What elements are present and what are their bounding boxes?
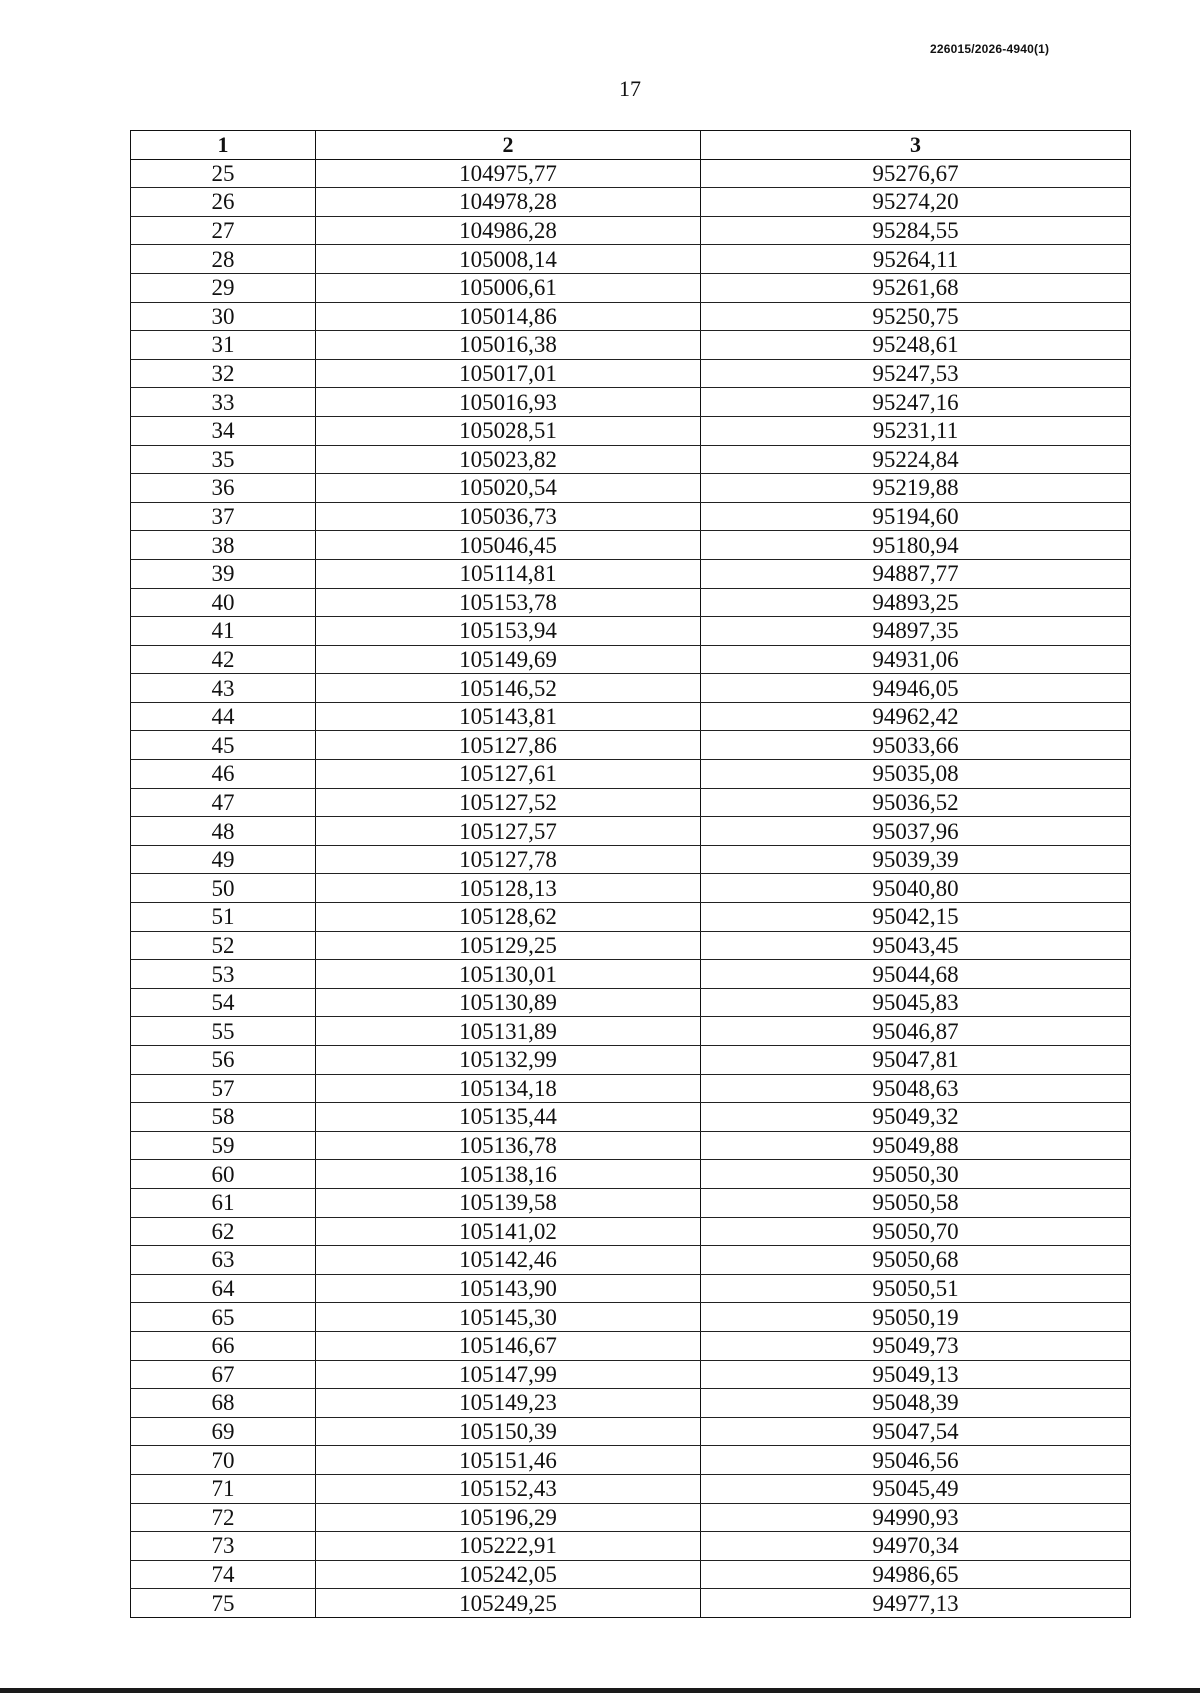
table-row <box>131 302 1131 331</box>
point-number-cell: 66 <box>131 1331 316 1360</box>
coordinate-y-cell: 94962,42 <box>701 702 1131 731</box>
point-number-cell: 69 <box>131 1417 316 1446</box>
coordinate-y-cell: 95231,11 <box>701 416 1131 445</box>
table-row <box>131 188 1131 217</box>
table-row <box>131 845 1131 874</box>
coordinate-y-cell: 95049,13 <box>701 1360 1131 1389</box>
point-number-cell: 43 <box>131 674 316 703</box>
coordinate-x-cell: 105149,23 <box>316 1389 701 1418</box>
coordinate-x-cell: 105017,01 <box>316 359 701 388</box>
coordinate-y-cell: 95035,08 <box>701 760 1131 789</box>
table-row <box>131 674 1131 703</box>
coordinate-y-cell: 95050,68 <box>701 1246 1131 1275</box>
table-row <box>131 1474 1131 1503</box>
table-row <box>131 1417 1131 1446</box>
table-row <box>131 1360 1131 1389</box>
coordinate-y-cell: 94897,35 <box>701 617 1131 646</box>
coordinate-x-cell: 105138,16 <box>316 1160 701 1189</box>
column-header-3: 3 <box>701 131 1131 160</box>
coordinate-x-cell: 105023,82 <box>316 445 701 474</box>
table-row <box>131 817 1131 846</box>
coordinate-y-cell: 95049,73 <box>701 1331 1131 1360</box>
coordinate-x-cell: 105127,61 <box>316 760 701 789</box>
coordinate-y-cell: 95261,68 <box>701 273 1131 302</box>
point-number-cell: 53 <box>131 960 316 989</box>
coordinate-x-cell: 105143,81 <box>316 702 701 731</box>
coordinate-x-cell: 105142,46 <box>316 1246 701 1275</box>
point-number-cell: 56 <box>131 1046 316 1075</box>
coordinate-x-cell: 105028,51 <box>316 416 701 445</box>
table-header-row <box>131 131 1131 160</box>
coordinate-x-cell: 105008,14 <box>316 245 701 274</box>
table-row <box>131 960 1131 989</box>
coordinate-x-cell: 105134,18 <box>316 1074 701 1103</box>
point-number-cell: 58 <box>131 1103 316 1132</box>
point-number-cell: 57 <box>131 1074 316 1103</box>
coordinate-x-cell: 105131,89 <box>316 1017 701 1046</box>
table-row <box>131 388 1131 417</box>
point-number-cell: 52 <box>131 931 316 960</box>
coordinate-y-cell: 94893,25 <box>701 588 1131 617</box>
point-number-cell: 64 <box>131 1274 316 1303</box>
point-number-cell: 67 <box>131 1360 316 1389</box>
point-number-cell: 50 <box>131 874 316 903</box>
coordinate-y-cell: 94986,65 <box>701 1560 1131 1589</box>
point-number-cell: 25 <box>131 159 316 188</box>
coordinate-y-cell: 95194,60 <box>701 502 1131 531</box>
table-row <box>131 445 1131 474</box>
table-row <box>131 874 1131 903</box>
coordinate-x-cell: 105152,43 <box>316 1474 701 1503</box>
coordinate-x-cell: 105145,30 <box>316 1303 701 1332</box>
coordinate-y-cell: 95248,61 <box>701 331 1131 360</box>
coordinate-y-cell: 95050,70 <box>701 1217 1131 1246</box>
table-row <box>131 273 1131 302</box>
coordinate-y-cell: 95046,56 <box>701 1446 1131 1475</box>
table-row <box>131 1074 1131 1103</box>
table-row <box>131 474 1131 503</box>
table-row <box>131 1103 1131 1132</box>
table-row <box>131 1131 1131 1160</box>
point-number-cell: 41 <box>131 617 316 646</box>
table-row <box>131 588 1131 617</box>
point-number-cell: 72 <box>131 1503 316 1532</box>
coordinate-y-cell: 95274,20 <box>701 188 1131 217</box>
coordinate-y-cell: 95050,58 <box>701 1188 1131 1217</box>
table-row <box>131 359 1131 388</box>
coordinate-y-cell: 95247,53 <box>701 359 1131 388</box>
coordinate-x-cell: 105222,91 <box>316 1532 701 1561</box>
table-row <box>131 1560 1131 1589</box>
point-number-cell: 65 <box>131 1303 316 1332</box>
bottom-scan-edge <box>0 1688 1200 1693</box>
point-number-cell: 55 <box>131 1017 316 1046</box>
document-reference-number: 226015/2026-4940(1) <box>930 42 1050 56</box>
coordinate-y-cell: 95264,11 <box>701 245 1131 274</box>
coordinate-y-cell: 94946,05 <box>701 674 1131 703</box>
coordinate-x-cell: 105016,38 <box>316 331 701 360</box>
coordinate-x-cell: 105153,78 <box>316 588 701 617</box>
coordinate-x-cell: 105141,02 <box>316 1217 701 1246</box>
point-number-cell: 75 <box>131 1589 316 1618</box>
coordinate-y-cell: 95046,87 <box>701 1017 1131 1046</box>
coordinate-x-cell: 105143,90 <box>316 1274 701 1303</box>
point-number-cell: 31 <box>131 331 316 360</box>
point-number-cell: 39 <box>131 559 316 588</box>
coordinate-x-cell: 105016,93 <box>316 388 701 417</box>
point-number-cell: 68 <box>131 1389 316 1418</box>
table-row <box>131 416 1131 445</box>
point-number-cell: 62 <box>131 1217 316 1246</box>
point-number-cell: 70 <box>131 1446 316 1475</box>
point-number-cell: 26 <box>131 188 316 217</box>
table-row <box>131 760 1131 789</box>
point-number-cell: 38 <box>131 531 316 560</box>
coordinate-y-cell: 95045,49 <box>701 1474 1131 1503</box>
table-row <box>131 788 1131 817</box>
table-row <box>131 1303 1131 1332</box>
point-number-cell: 44 <box>131 702 316 731</box>
coordinate-y-cell: 95180,94 <box>701 531 1131 560</box>
coordinate-y-cell: 95039,39 <box>701 845 1131 874</box>
coordinate-y-cell: 95047,81 <box>701 1046 1131 1075</box>
table-row <box>131 1017 1131 1046</box>
table-row <box>131 159 1131 188</box>
coordinate-y-cell: 95284,55 <box>701 216 1131 245</box>
coordinate-x-cell: 105150,39 <box>316 1417 701 1446</box>
coordinate-x-cell: 105046,45 <box>316 531 701 560</box>
point-number-cell: 45 <box>131 731 316 760</box>
point-number-cell: 27 <box>131 216 316 245</box>
coordinate-y-cell: 95049,88 <box>701 1131 1131 1160</box>
coordinate-y-cell: 94887,77 <box>701 559 1131 588</box>
coordinate-y-cell: 94990,93 <box>701 1503 1131 1532</box>
coordinate-x-cell: 105147,99 <box>316 1360 701 1389</box>
table-row <box>131 731 1131 760</box>
point-number-cell: 35 <box>131 445 316 474</box>
coordinate-x-cell: 105036,73 <box>316 502 701 531</box>
coordinate-x-cell: 104975,77 <box>316 159 701 188</box>
table-row <box>131 245 1131 274</box>
table-row <box>131 216 1131 245</box>
table-row <box>131 559 1131 588</box>
table-row <box>131 702 1131 731</box>
point-number-cell: 30 <box>131 302 316 331</box>
table-row <box>131 617 1131 646</box>
point-number-cell: 42 <box>131 645 316 674</box>
coordinate-x-cell: 105135,44 <box>316 1103 701 1132</box>
coordinate-y-cell: 95040,80 <box>701 874 1131 903</box>
coordinate-y-cell: 95050,19 <box>701 1303 1131 1332</box>
point-number-cell: 47 <box>131 788 316 817</box>
coordinate-x-cell: 105127,78 <box>316 845 701 874</box>
coordinate-y-cell: 95247,16 <box>701 388 1131 417</box>
coordinates-table <box>130 130 1131 1618</box>
coordinate-y-cell: 95044,68 <box>701 960 1131 989</box>
point-number-cell: 61 <box>131 1188 316 1217</box>
coordinate-y-cell: 95219,88 <box>701 474 1131 503</box>
table-row <box>131 1188 1131 1217</box>
coordinate-x-cell: 105132,99 <box>316 1046 701 1075</box>
table-row <box>131 1160 1131 1189</box>
coordinate-x-cell: 105127,57 <box>316 817 701 846</box>
point-number-cell: 32 <box>131 359 316 388</box>
coordinate-x-cell: 105020,54 <box>316 474 701 503</box>
table-row <box>131 1503 1131 1532</box>
coordinate-x-cell: 105114,81 <box>316 559 701 588</box>
coordinate-x-cell: 105151,46 <box>316 1446 701 1475</box>
coordinate-y-cell: 95037,96 <box>701 817 1131 846</box>
table-row <box>131 903 1131 932</box>
coordinate-x-cell: 105129,25 <box>316 931 701 960</box>
table-row <box>131 1331 1131 1360</box>
coordinate-y-cell: 95050,51 <box>701 1274 1131 1303</box>
coordinate-x-cell: 105130,01 <box>316 960 701 989</box>
point-number-cell: 33 <box>131 388 316 417</box>
point-number-cell: 28 <box>131 245 316 274</box>
coordinate-x-cell: 105136,78 <box>316 1131 701 1160</box>
point-number-cell: 48 <box>131 817 316 846</box>
point-number-cell: 36 <box>131 474 316 503</box>
point-number-cell: 74 <box>131 1560 316 1589</box>
page-number: 17 <box>619 76 641 101</box>
coordinate-x-cell: 105006,61 <box>316 273 701 302</box>
coordinate-x-cell: 105128,13 <box>316 874 701 903</box>
coordinate-y-cell: 95033,66 <box>701 731 1131 760</box>
coordinate-x-cell: 105127,86 <box>316 731 701 760</box>
coordinate-x-cell: 105127,52 <box>316 788 701 817</box>
point-number-cell: 51 <box>131 903 316 932</box>
coordinate-x-cell: 105242,05 <box>316 1560 701 1589</box>
point-number-cell: 71 <box>131 1474 316 1503</box>
table-row <box>131 331 1131 360</box>
table-row <box>131 1389 1131 1418</box>
table-body <box>131 159 1131 1617</box>
point-number-cell: 40 <box>131 588 316 617</box>
table-row <box>131 502 1131 531</box>
coordinate-x-cell: 105196,29 <box>316 1503 701 1532</box>
coordinate-x-cell: 105130,89 <box>316 988 701 1017</box>
coordinate-y-cell: 95047,54 <box>701 1417 1131 1446</box>
point-number-cell: 54 <box>131 988 316 1017</box>
point-number-cell: 46 <box>131 760 316 789</box>
table-row <box>131 1274 1131 1303</box>
coordinate-y-cell: 95050,30 <box>701 1160 1131 1189</box>
coordinate-y-cell: 95043,45 <box>701 931 1131 960</box>
coordinate-x-cell: 105149,69 <box>316 645 701 674</box>
table-row <box>131 988 1131 1017</box>
coordinate-x-cell: 105153,94 <box>316 617 701 646</box>
table-row <box>131 645 1131 674</box>
table-row <box>131 1046 1131 1075</box>
coordinate-x-cell: 105146,52 <box>316 674 701 703</box>
coordinate-x-cell: 105139,58 <box>316 1188 701 1217</box>
table-row <box>131 931 1131 960</box>
coordinate-y-cell: 94970,34 <box>701 1532 1131 1561</box>
coordinate-x-cell: 105146,67 <box>316 1331 701 1360</box>
coordinate-y-cell: 94931,06 <box>701 645 1131 674</box>
table-row <box>131 1246 1131 1275</box>
coordinate-y-cell: 94977,13 <box>701 1589 1131 1618</box>
column-header-2: 2 <box>316 131 701 160</box>
point-number-cell: 73 <box>131 1532 316 1561</box>
table-header <box>131 131 1131 160</box>
coordinate-y-cell: 95036,52 <box>701 788 1131 817</box>
coordinate-y-cell: 95224,84 <box>701 445 1131 474</box>
point-number-cell: 49 <box>131 845 316 874</box>
table-row <box>131 1446 1131 1475</box>
coordinate-x-cell: 105128,62 <box>316 903 701 932</box>
coordinate-y-cell: 95049,32 <box>701 1103 1131 1132</box>
coordinate-x-cell: 104978,28 <box>316 188 701 217</box>
coordinate-x-cell: 104986,28 <box>316 216 701 245</box>
table-row <box>131 531 1131 560</box>
coordinate-y-cell: 95048,39 <box>701 1389 1131 1418</box>
point-number-cell: 29 <box>131 273 316 302</box>
coordinate-y-cell: 95048,63 <box>701 1074 1131 1103</box>
table-row <box>131 1589 1131 1618</box>
point-number-cell: 59 <box>131 1131 316 1160</box>
point-number-cell: 34 <box>131 416 316 445</box>
coordinate-x-cell: 105249,25 <box>316 1589 701 1618</box>
point-number-cell: 63 <box>131 1246 316 1275</box>
column-header-1: 1 <box>131 131 316 160</box>
point-number-cell: 37 <box>131 502 316 531</box>
table-row <box>131 1532 1131 1561</box>
coordinate-y-cell: 95045,83 <box>701 988 1131 1017</box>
point-number-cell: 60 <box>131 1160 316 1189</box>
coordinate-y-cell: 95042,15 <box>701 903 1131 932</box>
coordinate-x-cell: 105014,86 <box>316 302 701 331</box>
coordinate-y-cell: 95276,67 <box>701 159 1131 188</box>
table-row <box>131 1217 1131 1246</box>
coordinate-y-cell: 95250,75 <box>701 302 1131 331</box>
